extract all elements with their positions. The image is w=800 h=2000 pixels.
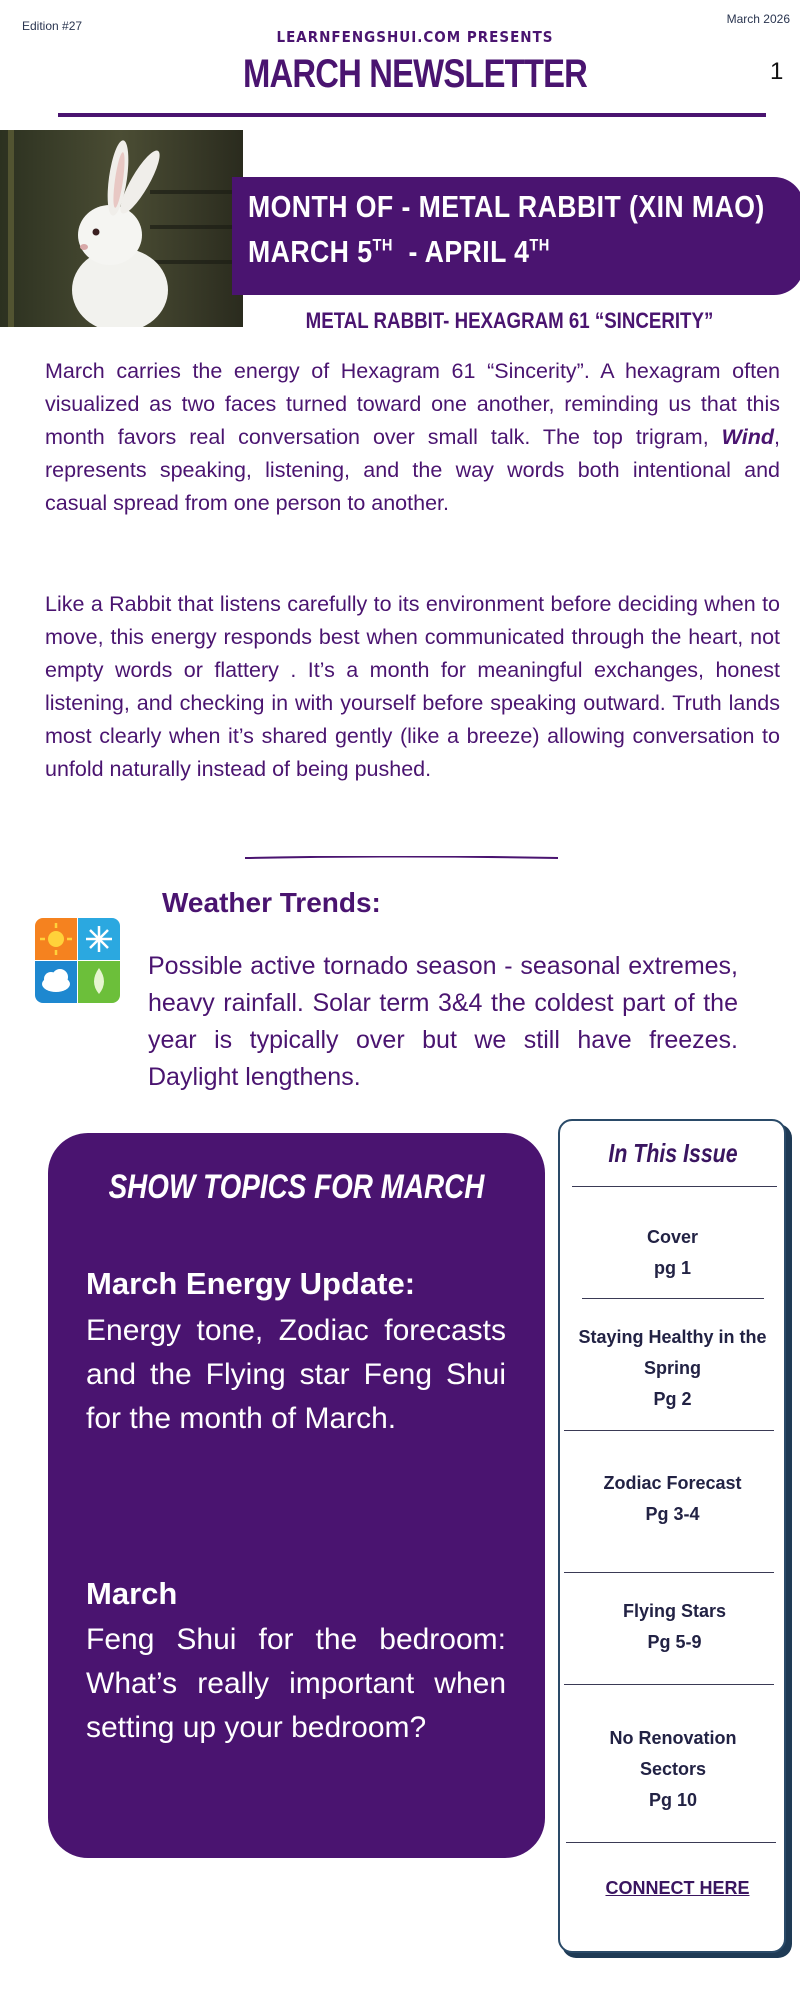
banner-month-title: MONTH OF - METAL RABBIT (XIN MAO) xyxy=(248,189,765,224)
toc-entry-healthy[interactable] xyxy=(565,1322,780,1415)
toc-entry-page: Pg 2 xyxy=(653,1389,692,1409)
page-number: 1 xyxy=(770,58,784,85)
toc-entry-name: No Renovation Sectors xyxy=(609,1728,737,1779)
toc-entry-name: Zodiac Forecast xyxy=(603,1473,742,1493)
toc-entry-page: Pg 5-9 xyxy=(647,1632,702,1652)
toc-entry-page: Pg 3-4 xyxy=(645,1504,700,1524)
toc-divider xyxy=(566,1842,776,1843)
topic-2-body: Feng Shui for the bedroom: What’s really important when setting up your bedroom? xyxy=(86,1623,506,1744)
edition-label: Edition #27 xyxy=(22,19,83,33)
weather-body: Possible active tornado season - seasonal extremes, heavy rainfall. Solar term 3&4 the coldest part of the year is typically over but we still have freezes. Daylight lengthens. xyxy=(148,952,738,1091)
topic-2-title: March xyxy=(86,1576,178,1611)
topic-1-title: March Energy Update: xyxy=(86,1266,416,1301)
toc-divider xyxy=(564,1572,774,1573)
hexagram-heading: METAL RABBIT- HEXAGRAM 61 “SINCERITY” xyxy=(305,308,714,333)
toc-entry-page: Pg 10 xyxy=(648,1790,698,1810)
presents-line: LEARNFENGSHUI.COM PRESENTS xyxy=(276,28,554,46)
issue-date: March 2026 xyxy=(726,12,790,26)
toc-entry-no-renovation[interactable] xyxy=(578,1723,768,1816)
toc-divider xyxy=(564,1684,774,1685)
toc-entry-name: Cover xyxy=(646,1227,699,1247)
toc-entry-zodiac[interactable] xyxy=(570,1468,775,1530)
toc-entry-cover[interactable] xyxy=(570,1222,775,1284)
toc-entry-flying-stars[interactable] xyxy=(572,1596,777,1658)
connect-here-link[interactable]: CONNECT HERE xyxy=(605,1878,750,1898)
toc-entry-name: Staying Healthy in the Spring xyxy=(578,1327,767,1378)
toc-divider xyxy=(572,1186,777,1187)
rabbit-photo xyxy=(0,130,243,327)
topic-1-body: Energy tone, Zodiac forecasts and the Flying star Feng Shui for the month of March. xyxy=(86,1314,506,1435)
weather-heading: Weather Trends: xyxy=(162,887,381,918)
toc-entry-page: pg 1 xyxy=(653,1258,691,1278)
show-topics-heading: SHOW TOPICS FOR MARCH xyxy=(108,1168,485,1206)
toc-entry-name: Flying Stars xyxy=(622,1601,727,1621)
toc-divider xyxy=(582,1298,764,1299)
weather-seasons-icon xyxy=(35,918,120,1003)
intro-paragraph-1: March carries the energy of Hexagram 61 “Sincerity”. A hexagram often visualized as two faces turned toward one another, reminding us that this month favors real conversation over small talk. The top trigram, Wind, represents speaking, listening, and the way words both intentional and casual spread from one person to another. xyxy=(45,359,780,515)
toc-title: In This Issue xyxy=(608,1138,738,1168)
banner-date-range: MARCH 5TH - APRIL 4TH xyxy=(248,234,550,269)
header-rule xyxy=(58,113,766,117)
newsletter-title: MARCH NEWSLETTER xyxy=(242,52,588,96)
toc-divider xyxy=(564,1430,774,1431)
section-divider xyxy=(245,856,558,859)
intro-paragraph-2: Like a Rabbit that listens carefully to its environment before deciding when to move, this energy responds best when communicated through the heart, not empty words or flattery . It’s a month for meaningful exchanges, honest listening, and checking in with yourself before speaking outward. Truth lands most clearly when it’s shared gently (like a breeze) allowing conversation to unfold naturally instead of being pushed. xyxy=(45,592,780,781)
